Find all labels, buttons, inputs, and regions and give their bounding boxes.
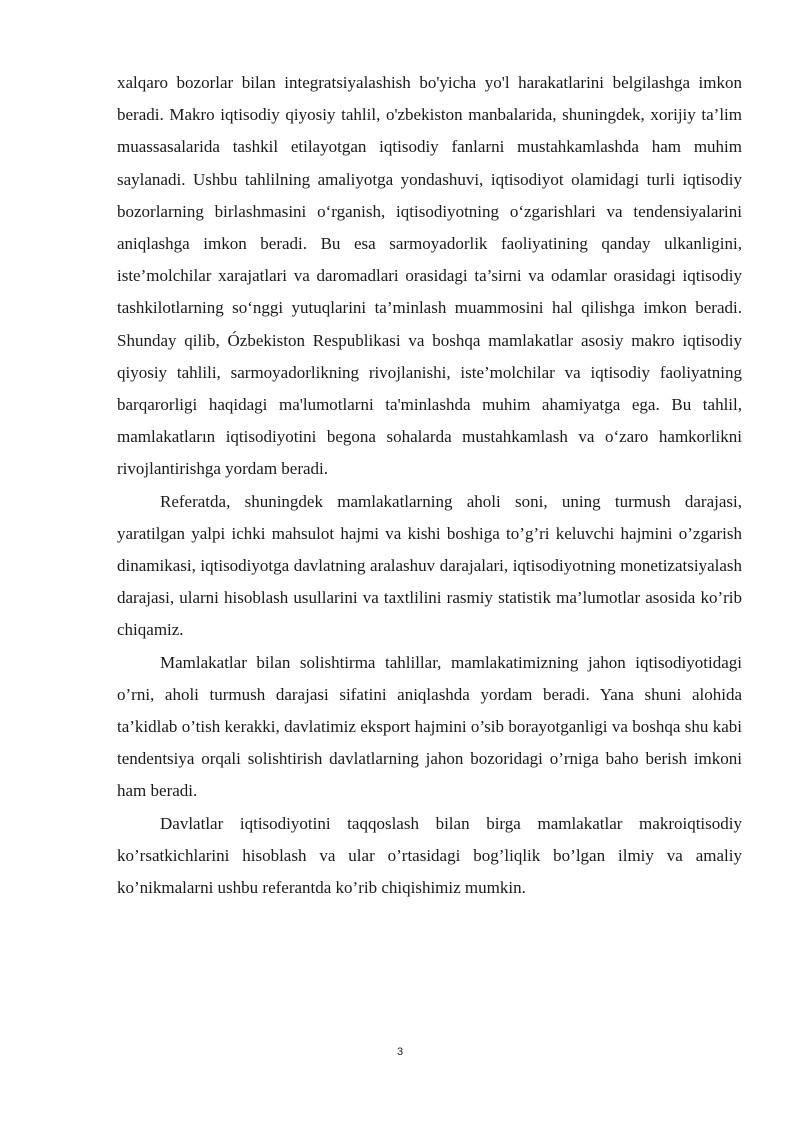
paragraph-conclusion: Davlatlar iqtisodiyotini taqqoslash bilan birga mamlakatlar makroiqtisodiy ko’rsatkichlarini hisoblash va ular o’rtasidagi bog’liqlik bo’lgan ilmiy va amaliy ko’nikmalarni ushbu referantda ko’rib chiqishimiz mumkin.: [117, 813, 742, 898]
paragraph-referat-scope: Referatda, shuningdek mamlakatlarning aholi soni, uning turmush darajasi, yaratilgan yalpi ichki mahsulot hajmi va kishi boshiga to’g’ri keluvchi hajmini o’zgarish dinamikasi, iqtisodiyotga davlatning aralashuv darajalari, iqtisodiyotning monetizatsiyalash darajasi, ularni hisoblash usullarini va taxtlilini rasmiy statistik ma’lumotlar asosida ko’rib chiqamiz.: [117, 491, 742, 640]
paragraph-continuation: xalqaro bozorlar bilan integratsiyalashish bo'yicha yo'l harakatlarini belgilashga imkon beradi. Makro iqtisodiy qiyosiy tahlil, o'zbekiston manbalarida, shuningdek, xorijiy ta’lim muassasalarida tashkil etilayotgan iqtisodiy fanlarni mustahkamlashda ham muhim saylanadi. Ushbu tahlilning amaliyotga yondashuvi, iqtisodiyot olamidagi turli iqtisodiy bozorlarning birlashmasini o‘rganish, iqtisodiyotning o‘zgarishlari va tendensiyalarini aniqlashga imkon beradi. Bu esa sarmoyadorlik faoliyatining qanday ulkanligini, iste’molchilar xarajatlari va daromadlari orasidagi ta’sirni va odamlar orasidagi iqtisodiy tashkilotlarning so‘nggi yutuqlarini ta’minlash muammosini hal qilishga imkon beradi. Shunday qilib, Ózbekiston Respublikasi va boshqa mamlakatlar asosiy makro iqtisodiy qiyosiy tahlili, sarmoyadorlikning rivojlanishi, iste’molchilar va iqtisodiy faoliyatning barqarorligi haqidagi ma'lumotlarni ta'minlashda muhim ahamiyatga ega. Bu tahlil, mamlakatların iqtisodiyotini begona sohalarda mustahkamlash va o‘zaro hamkorlikni rivojlantirishga yordam beradi.: [117, 73, 742, 479]
paragraph-comparative-analysis: Mamlakatlar bilan solishtirma tahlillar, mamlakatimizning jahon iqtisodiyotidagi o’rni, aholi turmush darajasi sifatini aniqlashda yordam beradi. Yana shuni alohida ta’kidlab o’tish kerakki, davlatimiz eksport hajmini o’sib borayotganligi va boshqa shu kabi tendentsiya orqali solishtirish davlatlarning jahon bozoridagi o’rniga baho berish imkoni ham beradi.: [117, 652, 742, 801]
body-text: [117, 67, 742, 904]
page-number: 3: [396, 1046, 404, 1058]
